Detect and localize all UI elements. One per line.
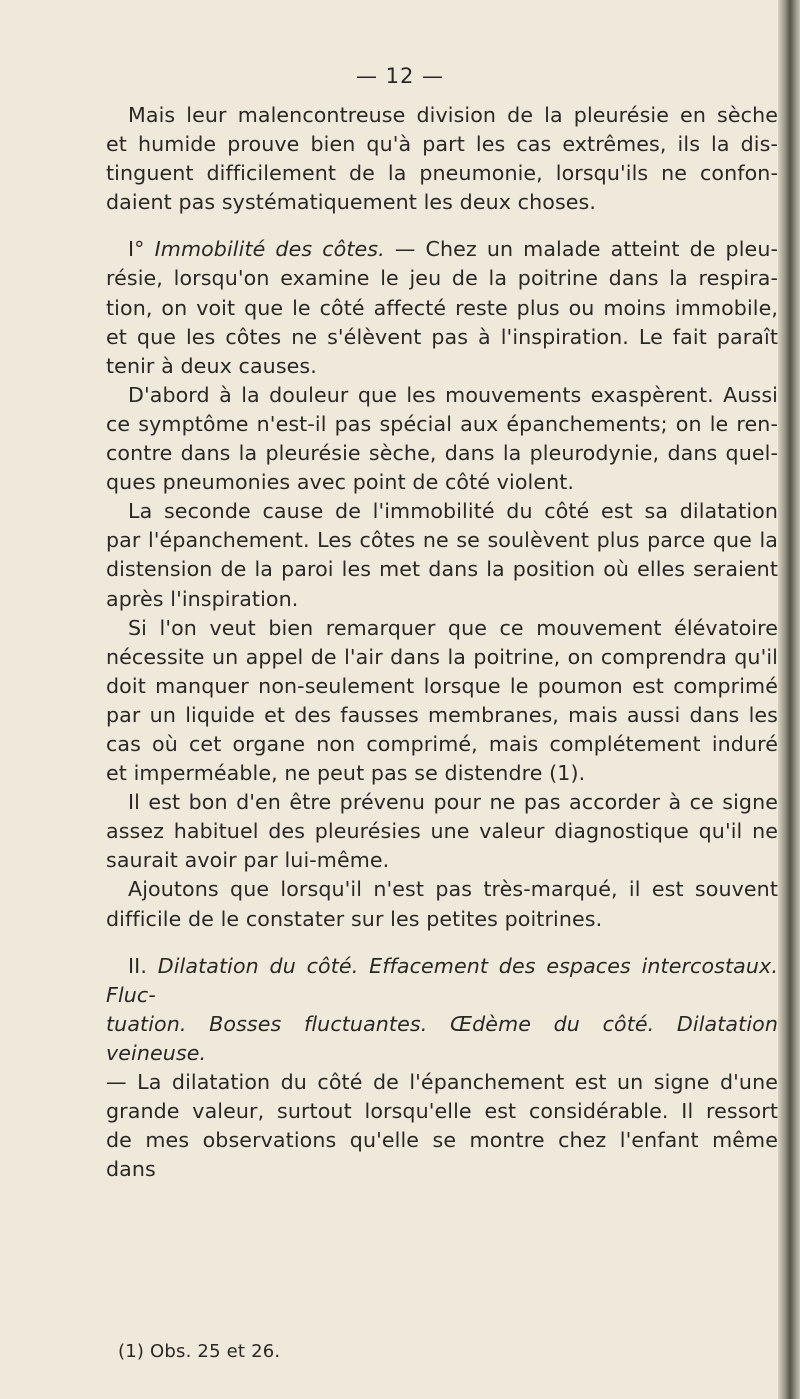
- text-line: doit manquer non-seulement lorsque le poumon est comprimé: [106, 673, 778, 698]
- text-line: ce symptôme n'est-il pas spécial aux épanchements; on le ren-: [106, 411, 778, 436]
- text-line: saurait avoir par lui-même.: [106, 848, 390, 873]
- text-line: Il est bon d'en être prévenu pour ne pas accorder à ce signe: [128, 790, 778, 815]
- text-line: distension de la paroi les met dans la position où elles seraient: [106, 557, 778, 582]
- text-line: La seconde cause de l'immobilité du côté est sa dilatation: [128, 499, 778, 524]
- section-title: Dilatation du côté. Effacement des espaces intercostaux. Fluc-: [106, 953, 778, 1007]
- text-line: tenir à deux causes.: [106, 353, 317, 378]
- text-fragment: — Chez un malade atteint de pleu-: [384, 237, 778, 262]
- section-title: Immobilité des côtes.: [154, 237, 385, 262]
- text-line: assez habituel des pleurésies une valeur diagnostique qu'il ne: [106, 819, 778, 844]
- text-line: par l'épanchement. Les côtes ne se soulèvent plus parce que la: [106, 528, 778, 553]
- text-line: ques pneumonies avec point de côté violent.: [106, 470, 575, 495]
- text-line: par un liquide et des fausses membranes, mais aussi dans les: [106, 702, 778, 727]
- section-number: II.: [128, 953, 147, 978]
- section-heading-line: [106, 235, 778, 264]
- text-line: daient pas systématiquement les deux choses.: [106, 190, 597, 215]
- text-line: après l'inspiration.: [106, 586, 299, 611]
- text-line: de mes observations qu'elle se montre chez l'enfant même dans: [106, 1128, 778, 1182]
- text-line: et humide prouve bien qu'à part les cas extrêmes, ils la dis-: [106, 132, 778, 157]
- text-line: difficile de le constater sur les petites poitrines.: [106, 906, 603, 931]
- text-line: tinguent difficilement de la pneumonie, lorsqu'ils ne confon-: [106, 161, 778, 186]
- text-line: — La dilatation du côté de l'épanchement est un signe d'une: [106, 1070, 778, 1094]
- text-line: et que les côtes ne s'élèvent pas à l'inspiration. Le fait paraît: [106, 324, 778, 349]
- text-line: Si l'on veut bien remarquer que ce mouvement élévatoire: [128, 615, 778, 640]
- text-line: Ajoutons que lorsqu'il n'est pas très-marqué, il est souvent: [128, 877, 778, 902]
- page-number: — 12 —: [355, 64, 445, 88]
- text-line: contre dans la pleurésie sèche, dans la pleurodynie, dans quel-: [106, 441, 778, 466]
- section-heading-line: [106, 952, 778, 1010]
- text-line: nécessite un appel de l'air dans la poitrine, on comprendra qu'il: [106, 644, 778, 669]
- text-line: tion, on voit que le côté affecté reste plus ou moins immobile,: [106, 295, 778, 320]
- text-line: résie, lorsqu'on examine le jeu de la poitrine dans la respira-: [106, 266, 778, 291]
- text-line: Mais leur malencontreuse division de la pleurésie en sèche: [128, 103, 778, 127]
- text-line: cas où cet organe non comprimé, mais complétement induré: [106, 731, 778, 756]
- section-title: tuation. Bosses fluctuantes. Œdème du côté. Dilatation veineuse.: [106, 1011, 778, 1065]
- text-line: D'abord à la douleur que les mouvements exaspèrent. Aussi: [128, 382, 778, 407]
- footnote: (1) Obs. 25 et 26.: [118, 1341, 281, 1362]
- page-edge-shadow: [778, 0, 800, 1399]
- section-number: I°: [128, 237, 145, 262]
- text-line: et imperméable, ne peut pas se distendre (1).: [106, 761, 586, 786]
- text-line: grande valeur, surtout lorsqu'elle est considérable. Il ressort: [106, 1099, 778, 1124]
- body-text: [106, 101, 778, 1184]
